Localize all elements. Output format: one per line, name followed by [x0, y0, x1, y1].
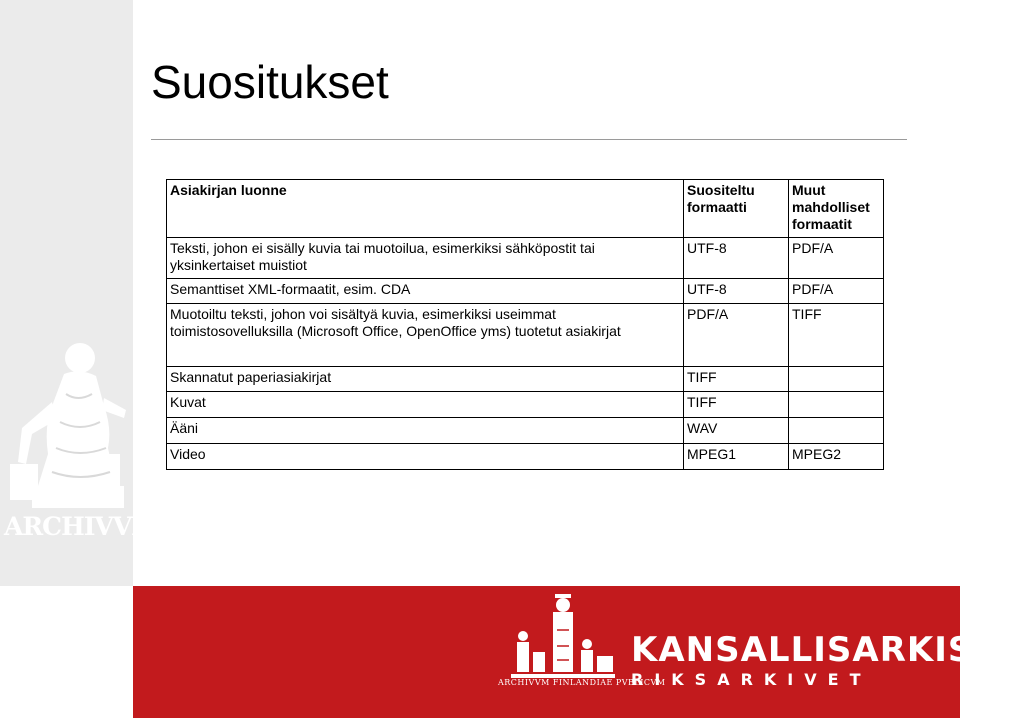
footer-banner	[133, 586, 1027, 718]
sidebar-panel	[0, 0, 158, 586]
archive-figures-logo-icon	[503, 590, 623, 682]
table-row	[167, 444, 884, 470]
table-cell: UTF-8	[684, 238, 789, 279]
table-cell: Teksti, johon ei sisälly kuvia tai muotoilua, esimerkiksi sähköpostit tai yksinkertaiset muistiot	[167, 238, 684, 279]
table-cell: UTF-8	[684, 279, 789, 304]
footer-motto: ARCHIVVM FINLANDIAE PVBLICVM	[498, 678, 666, 687]
table-cell: TIFF	[684, 367, 789, 392]
table-cell: PDF/A	[789, 238, 884, 279]
table-row	[167, 279, 884, 304]
table-cell: PDF/A	[789, 279, 884, 304]
table-row	[167, 238, 884, 279]
sidebar-logo-text: ARCHIVVM	[4, 512, 158, 541]
table-cell: Video	[167, 444, 684, 470]
table-cell: PDF/A	[684, 304, 789, 367]
recommendations-table	[166, 179, 884, 470]
table-cell	[789, 367, 884, 392]
table-row	[167, 392, 884, 418]
table-cell	[789, 392, 884, 418]
table-cell: Kuvat	[167, 392, 684, 418]
table-cell: Ääni	[167, 418, 684, 444]
table-cell	[789, 418, 884, 444]
table-cell: MPEG1	[684, 444, 789, 470]
table-cell: TIFF	[789, 304, 884, 367]
table-cell: Semanttiset XML-formaatit, esim. CDA	[167, 279, 684, 304]
header-cell: Suositeltu formaatti	[684, 180, 789, 238]
statue-emblem-icon	[8, 336, 128, 511]
title-divider	[151, 139, 907, 140]
table-cell: Muotoiltu teksti, johon voi sisältyä kuvia, esimerkiksi useimmat toimistosovelluksilla (Microsoft Office, OpenOffice yms) tuotetut asiakirjat	[167, 304, 684, 367]
table-header-row	[167, 180, 884, 238]
table-cell: WAV	[684, 418, 789, 444]
page-title: Suositukset	[151, 56, 389, 108]
header-cell: Asiakirjan luonne	[167, 180, 684, 238]
brand-name: KANSALLISARKISTO	[631, 630, 1027, 670]
brand-subtitle: RIKSARKIVET	[631, 670, 872, 689]
table-row	[167, 418, 884, 444]
table-row	[167, 367, 884, 392]
header-cell: Muut mahdolliset formaatit	[789, 180, 884, 238]
table-cell: MPEG2	[789, 444, 884, 470]
table-row	[167, 304, 884, 367]
table-cell: Skannatut paperiasiakirjat	[167, 367, 684, 392]
table-cell: TIFF	[684, 392, 789, 418]
